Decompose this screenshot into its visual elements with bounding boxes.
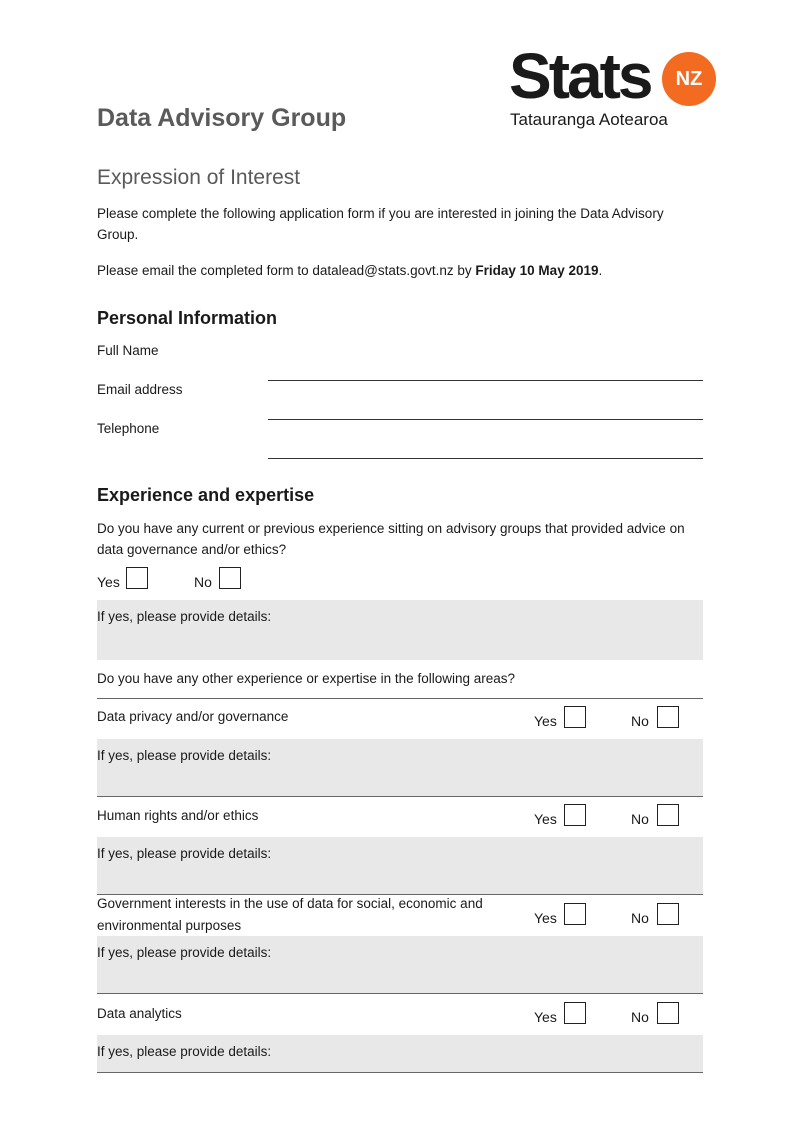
personal-information-heading: Personal Information	[97, 308, 278, 328]
deadline: Friday 10 May 2019	[475, 263, 599, 278]
data-privacy-no-checkbox[interactable]	[657, 706, 679, 728]
document-title: Data Advisory Group	[97, 104, 347, 132]
advisory-details-field[interactable]	[97, 600, 703, 660]
email-address-label: Email address	[97, 382, 183, 397]
logo-tagline: Tatauranga Aotearoa	[510, 110, 668, 129]
yes-label: Yes	[534, 910, 557, 926]
email-instruction-text: Please email the completed form to datalead@stats.govt.nz by	[97, 263, 476, 278]
details-prompt: If yes, please provide details:	[97, 609, 272, 624]
advisory-no-checkbox[interactable]	[219, 567, 241, 589]
email-instruction-end: .	[598, 263, 603, 278]
human-rights-no-checkbox[interactable]	[657, 804, 679, 826]
data-analytics-no-checkbox[interactable]	[657, 1002, 679, 1024]
details-prompt: If yes, please provide details:	[97, 945, 272, 960]
data-privacy-yes-checkbox[interactable]	[564, 706, 586, 728]
email-address-field[interactable]	[268, 419, 703, 420]
details-prompt: If yes, please provide details:	[97, 846, 272, 861]
intro-paragraph: Please complete the following application form if you are interested in joining the Data Advisory Group.	[97, 206, 664, 242]
advisory-yes-checkbox[interactable]	[126, 567, 148, 589]
human-rights-yes-checkbox[interactable]	[564, 804, 586, 826]
document-subtitle: Expression of Interest	[97, 166, 301, 189]
advisory-question: Do you have any current or previous experience sitting on advisory groups that provided advice on data governance and/or ethics?	[97, 521, 685, 557]
details-prompt: If yes, please provide details:	[97, 1044, 272, 1059]
government-interests-details-field[interactable]	[97, 936, 703, 993]
yes-label: Yes	[534, 1009, 557, 1025]
divider	[97, 993, 703, 994]
area-data-analytics-label: Data analytics	[97, 1006, 182, 1021]
human-rights-details-field[interactable]	[97, 837, 703, 894]
telephone-field[interactable]	[268, 458, 703, 459]
advisory-no-label: No	[194, 574, 212, 590]
other-expertise-question: Do you have any other experience or expertise in the following areas?	[97, 671, 515, 686]
full-name-field[interactable]	[268, 380, 703, 381]
area-government-interests-label: Government interests in the use of data for social, economic and environmental purposes	[97, 896, 483, 933]
area-human-rights-label: Human rights and/or ethics	[97, 808, 259, 823]
no-label: No	[631, 1009, 649, 1025]
data-privacy-details-field[interactable]	[97, 739, 703, 796]
experience-heading: Experience and expertise	[97, 485, 315, 505]
data-analytics-details-field[interactable]	[97, 1035, 703, 1072]
yes-label: Yes	[534, 713, 557, 729]
full-name-label: Full Name	[97, 343, 159, 358]
email-instruction	[97, 260, 707, 281]
government-interests-no-checkbox[interactable]	[657, 903, 679, 925]
no-label: No	[631, 811, 649, 827]
government-interests-yes-checkbox[interactable]	[564, 903, 586, 925]
no-label: No	[631, 713, 649, 729]
details-prompt: If yes, please provide details:	[97, 748, 272, 763]
divider	[97, 698, 703, 699]
divider	[97, 796, 703, 797]
yes-label: Yes	[534, 811, 557, 827]
nz-badge-icon: NZ	[662, 52, 716, 106]
divider	[97, 1072, 703, 1073]
telephone-label: Telephone	[97, 421, 160, 436]
advisory-yes-label: Yes	[97, 574, 120, 590]
stats-nz-wordmark: Stats	[509, 40, 651, 112]
area-data-privacy-label: Data privacy and/or governance	[97, 709, 289, 724]
no-label: No	[631, 910, 649, 926]
data-analytics-yes-checkbox[interactable]	[564, 1002, 586, 1024]
